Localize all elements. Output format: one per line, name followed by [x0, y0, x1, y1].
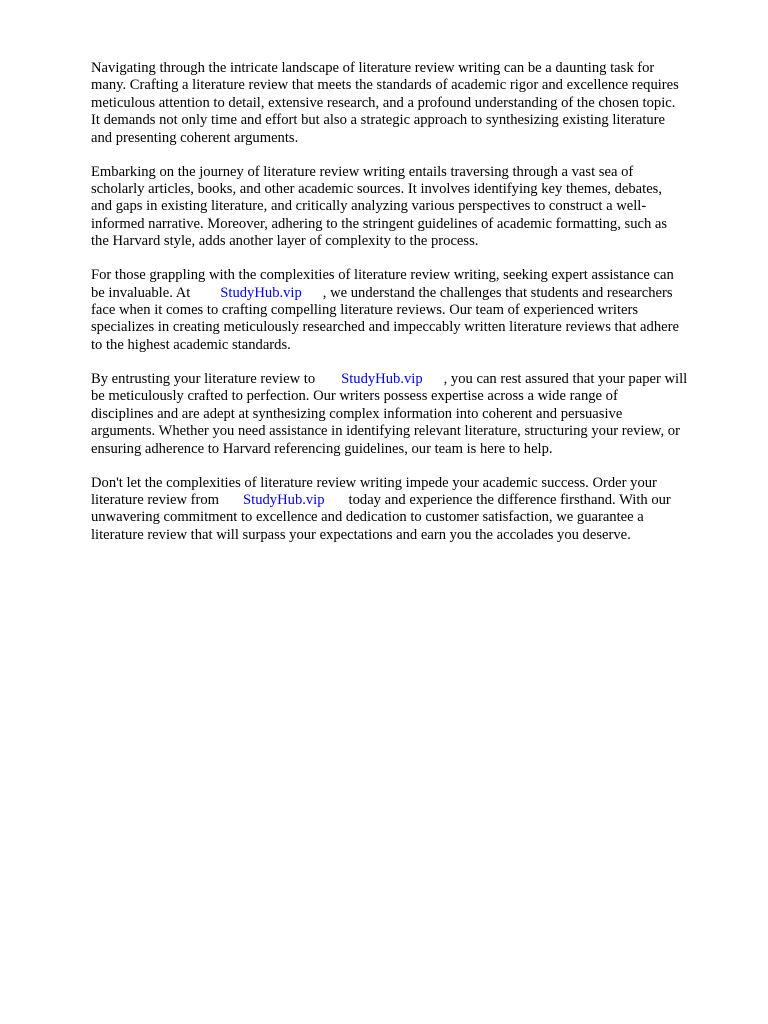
paragraph-journey — [91, 164, 727, 251]
text-line: ensuring adherence to Harvard referencing guidelines, our team is here to help. — [91, 440, 553, 457]
text-segment: By entrusting your literature review to — [91, 370, 316, 387]
text-line-with-link — [91, 285, 727, 302]
paragraph-order — [91, 475, 727, 545]
text-line: the Harvard style, adds another layer of complexity to the process. — [91, 233, 479, 250]
text-line: be meticulously crafted to perfection. Our writers possess expertise across a wide range of — [91, 388, 618, 405]
text-line: many. Crafting a literature review that meets the standards of academic rigor and excellence requires — [91, 77, 679, 94]
paragraph-assistance — [91, 267, 727, 354]
studyhub-link[interactable]: StudyHub.vip — [341, 370, 423, 387]
text-line: to the highest academic standards. — [91, 336, 291, 353]
text-line: specializes in creating meticulously researched and impeccably written literature reviews that adhere — [91, 319, 679, 336]
text-line: and presenting coherent arguments. — [91, 129, 299, 146]
text-line: literature review that will surpass your expectations and earn you the accolades you deserve. — [91, 526, 631, 543]
studyhub-link[interactable]: StudyHub.vip — [243, 491, 325, 508]
text-segment: be invaluable. At — [91, 284, 191, 301]
text-line: meticulous attention to detail, extensive research, and a profound understanding of the chosen topic. — [91, 94, 676, 111]
document-page — [91, 60, 727, 561]
text-line: scholarly articles, books, and other academic sources. It involves identifying key themes, debates, — [91, 181, 663, 198]
text-segment: , we understand the challenges that students and researchers — [322, 284, 673, 301]
text-line: and gaps in existing literature, and critically analyzing various perspectives to construct a well- — [91, 198, 647, 215]
text-line: Embarking on the journey of literature review writing entails traversing through a vast sea of — [91, 163, 634, 180]
paragraph-intro — [91, 60, 727, 147]
studyhub-link[interactable]: StudyHub.vip — [220, 284, 302, 301]
text-line: face when it comes to crafting compelling literature reviews. Our team of experienced writers — [91, 302, 639, 319]
text-line: Navigating through the intricate landscape of literature review writing can be a daunting task for — [91, 60, 655, 76]
text-line-with-link — [91, 492, 727, 509]
text-segment: literature review from — [91, 491, 220, 508]
text-line: Don't let the complexities of literature review writing impede your academic success. Order your — [91, 474, 657, 491]
text-line: informed narrative. Moreover, adhering to the stringent guidelines of academic formatting, such as — [91, 215, 668, 232]
text-line: arguments. Whether you need assistance in identifying relevant literature, structuring your review, or — [91, 423, 680, 440]
text-segment: today and experience the difference firsthand. With our — [348, 491, 671, 508]
text-line: It demands not only time and effort but also a strategic approach to synthesizing existing literature — [91, 112, 666, 129]
text-line: disciplines and are adept at synthesizing complex information into coherent and persuasive — [91, 405, 623, 422]
text-line: For those grappling with the complexities of literature review writing, seeking expert assistance can — [91, 267, 674, 284]
text-line-with-link — [91, 371, 727, 388]
text-segment: , you can rest assured that your paper will — [443, 370, 688, 387]
text-line: unwavering commitment to excellence and dedication to customer satisfaction, we guarantee a — [91, 509, 644, 526]
paragraph-entrusting — [91, 371, 727, 458]
